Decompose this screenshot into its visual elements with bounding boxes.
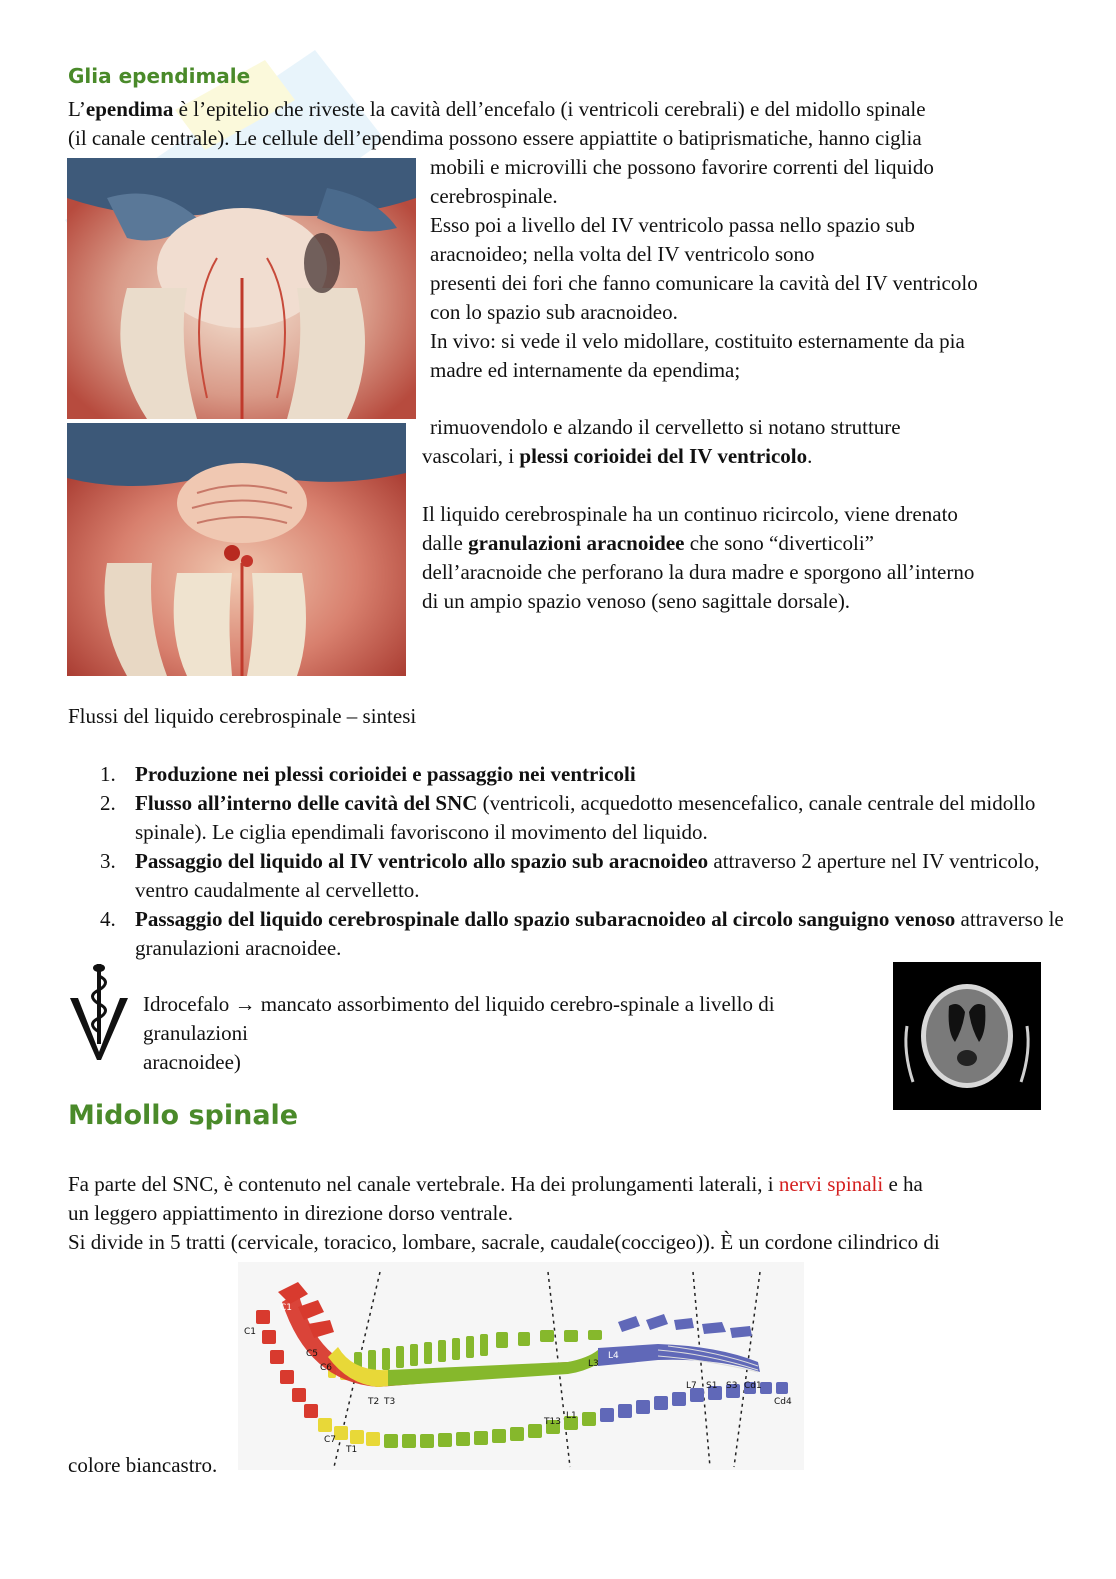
list-item: 4. Passaggio del liquido cerebrospinale dallo spazio subaracnoideo al circolo sanguigno venoso attraverso le granulazioni aracnoidee. (100, 907, 1064, 960)
veterinary-caduceus-icon (68, 962, 130, 1060)
liquido-line-2: dalle granulazioni aracnoidee che sono “diverticoli” (422, 531, 874, 555)
paragraph-ependima-line1: L’ependima è l’epitelio che riveste la cavità dell’encefalo (i ventricoli cerebrali) e del midollo spinale (68, 97, 926, 121)
list-item: 1. Produzione nei plessi corioidei e passaggio nei ventricoli (100, 762, 636, 786)
idrocefalo-line-1: Idrocefalo → mancato assorbimento del liquido cerebro-spinale a livello di (143, 992, 775, 1016)
arrow-right-icon: → (234, 992, 256, 1016)
label-c1-top: C1 (280, 1303, 293, 1313)
list-item: 2. Flusso all’interno delle cavità del SNC (ventricoli, acquedotto mesencefalico, canale centrale del midollo spinale). Le ciglia ependimali favoriscono il movimento del liquido. (100, 791, 1036, 844)
label-cd1: Cd1 (744, 1381, 762, 1391)
liquido-line-3: dell’aracnoide che perforano la dura madre e sporgono all’interno (422, 560, 975, 584)
liquido-line-1: Il liquido cerebrospinale ha un continuo ricircolo, viene drenato (422, 502, 958, 526)
side-text-line-7: In vivo: si vede il velo midollare, costituito esternamente da pia (430, 329, 965, 353)
label-c6: C6 (320, 1363, 333, 1373)
section-heading-glia: Glia ependimale (68, 64, 251, 88)
spinal-cord-diagram (238, 1262, 804, 1470)
section-heading-midollo: Midollo spinale (68, 1100, 299, 1131)
idrocefalo-line-3: aracnoidee) (143, 1050, 241, 1074)
midollo-paragraph-line1: Fa parte del SNC, è contenuto nel canale vertebrale. Ha dei prolungamenti laterali, i nervi spinali e ha (68, 1172, 923, 1196)
label-t1: T1 (346, 1445, 358, 1455)
side-text-line-5: presenti dei fori che fanno comunicare la cavità del IV ventricolo (430, 271, 978, 295)
nervi-spinali-highlight: nervi spinali (778, 1172, 884, 1196)
label-l4: L4 (608, 1351, 619, 1361)
list-item: 3. Passaggio del liquido al IV ventricolo allo spazio sub aracnoideo attraverso 2 aperture nel IV ventricolo, ventro caudalmente al cervelletto. (100, 849, 1040, 902)
midollo-paragraph-line2: un leggero appiattimento in direzione dorso ventrale. (68, 1201, 513, 1225)
label-c7: C7 (324, 1435, 337, 1445)
side-text-line-4: aracnoideo; nella volta del IV ventricolo sono (430, 242, 815, 266)
flussi-title: Flussi del liquido cerebrospinale – sintesi (68, 704, 417, 728)
midollo-paragraph-line3: Si divide in 5 tratti (cervicale, toracico, lombare, sacrale, caudale(coccigeo)). È un cordone cilindrico di (68, 1230, 940, 1254)
side-text-line-6: con lo spazio sub aracnoideo. (430, 300, 678, 324)
label-c1-left: C1 (244, 1327, 257, 1337)
label-t2: T2 (368, 1397, 380, 1407)
label-s1: S1 (706, 1381, 718, 1391)
label-s3: S3 (726, 1381, 738, 1391)
rimuovendo-line-1: rimuovendolo e alzando il cervelletto si notano strutture (430, 415, 901, 439)
rimuovendo-line-2: vascolari, i plessi corioidei del IV ventricolo. (422, 444, 813, 468)
liquido-line-4: di un ampio spazio venoso (seno sagittale dorsale). (422, 589, 851, 613)
label-t3: T3 (384, 1397, 396, 1407)
midollo-paragraph-line4: colore biancastro. (68, 1453, 218, 1477)
photo-choroid-plexus (67, 423, 406, 676)
label-t13: T13 (544, 1417, 561, 1427)
ct-scan-image (893, 962, 1041, 1110)
label-l3: L3 (588, 1359, 599, 1369)
side-text-line-2: cerebrospinale. (430, 184, 558, 208)
label-c5: C5 (306, 1349, 319, 1359)
flussi-list (68, 760, 1068, 963)
label-l7: L7 (686, 1381, 697, 1391)
side-text-line-3: Esso poi a livello del IV ventricolo passa nello spazio sub (430, 213, 915, 237)
paragraph-ependima-line2: (il canale centrale). Le cellule dell’ependima possono essere appiattite o batiprismatiche, hanno ciglia (68, 126, 922, 150)
label-cd4: Cd4 (774, 1397, 792, 1407)
side-text-line-8: madre ed internamente da ependima; (430, 358, 741, 382)
side-text-line-1: mobili e microvilli che possono favorire correnti del liquido (430, 155, 934, 179)
idrocefalo-line-2: granulazioni (143, 1021, 248, 1045)
photo-fourth-ventricle-velum (67, 158, 416, 419)
label-l1: L1 (566, 1411, 577, 1421)
